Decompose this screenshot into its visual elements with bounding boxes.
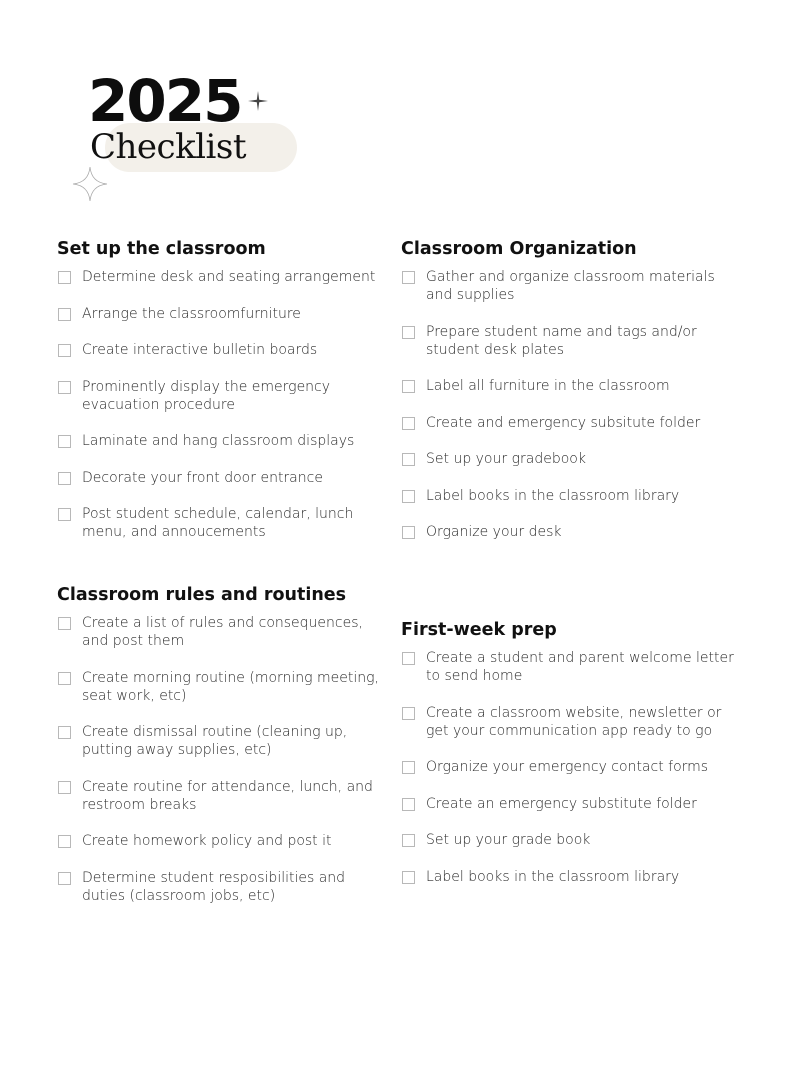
checkbox[interactable]: [58, 672, 71, 685]
checklist-item[interactable]: [401, 414, 731, 432]
item-label: Create routine for attendance, lunch, and restroom breaks: [82, 778, 373, 813]
checkbox[interactable]: [58, 781, 71, 794]
checkbox[interactable]: [58, 508, 71, 521]
checkbox[interactable]: [402, 798, 415, 811]
checkbox[interactable]: [402, 707, 415, 720]
item-label: Create interactive bulletin boards: [82, 342, 318, 358]
checklist-item[interactable]: [401, 450, 731, 468]
item-label: Laminate and hang classroom displays: [82, 433, 355, 449]
checkbox[interactable]: [402, 652, 415, 665]
checklist-item[interactable]: [57, 614, 387, 650]
checklist-header: [0, 0, 785, 220]
checkbox[interactable]: [402, 417, 415, 430]
sparkle-small-icon: [248, 91, 268, 111]
page-subtitle: Checklist: [90, 127, 247, 167]
checklist-item[interactable]: [57, 268, 387, 286]
section-title: Set up the classroom: [57, 239, 266, 259]
item-label: Arrange the classroomfurniture: [82, 305, 301, 322]
checklist-item[interactable]: [401, 649, 736, 685]
checkbox[interactable]: [58, 617, 71, 630]
item-label: Label all furniture in the classroom: [426, 378, 670, 394]
item-label: Create dismissal routine (cleaning up, putting away supplies, etc): [82, 724, 348, 758]
checkbox[interactable]: [58, 308, 71, 321]
checklist-item[interactable]: [57, 869, 387, 905]
checkbox[interactable]: [402, 871, 415, 884]
item-label: Label books in the classroom library: [426, 868, 680, 885]
checklist-item[interactable]: [57, 723, 387, 759]
checkbox[interactable]: [402, 271, 415, 284]
checkbox[interactable]: [402, 761, 415, 774]
checklist-item[interactable]: [57, 778, 387, 814]
checkbox[interactable]: [58, 381, 71, 394]
checkbox[interactable]: [402, 834, 415, 847]
checkbox[interactable]: [58, 872, 71, 885]
checklist-item[interactable]: [57, 832, 387, 850]
checkbox[interactable]: [402, 526, 415, 539]
item-label: Create a list of rules and consequences, and post them: [82, 615, 363, 649]
checklist-item[interactable]: [401, 795, 736, 813]
checklist-item[interactable]: [401, 377, 731, 395]
checkbox[interactable]: [402, 326, 415, 339]
item-label: Create a classroom website, newsletter or get your communication app ready to go: [426, 704, 722, 739]
checklist-item[interactable]: [401, 758, 736, 776]
checklist-item[interactable]: [57, 505, 387, 541]
item-label: Create a student and parent welcome letter to send home: [426, 650, 734, 684]
section-set-up-classroom: [57, 238, 387, 560]
checkbox[interactable]: [402, 380, 415, 393]
checklist-item[interactable]: [57, 669, 387, 705]
section-first-week-prep: [401, 619, 736, 904]
checkbox[interactable]: [402, 453, 415, 466]
item-label: Decorate your front door entrance: [82, 469, 323, 486]
section-title: Classroom Organization: [401, 239, 637, 259]
checklist-item[interactable]: [57, 378, 387, 414]
item-label: Set up your grade book: [426, 832, 591, 848]
item-label: Label books in the classroom library: [426, 487, 680, 504]
item-label: Create homework policy and post it: [82, 833, 332, 849]
item-label: Determine student resposibilities and duties (classroom jobs, etc): [82, 869, 346, 904]
section-classroom-organization: [401, 238, 731, 560]
page-title-year: 2025: [88, 67, 242, 135]
checklist-item[interactable]: [57, 305, 387, 323]
item-label: Organize your emergency contact forms: [426, 759, 709, 775]
checklist-item[interactable]: [401, 323, 731, 359]
item-label: Prepare student name and tags and/or student desk plates: [426, 323, 697, 358]
item-label: Create an emergency substitute folder: [426, 795, 697, 812]
item-label: Set up your gradebook: [426, 451, 586, 467]
checkbox[interactable]: [58, 835, 71, 848]
checklist-item[interactable]: [401, 487, 731, 505]
checklist-item[interactable]: [401, 831, 736, 849]
sparkle-large-icon: [72, 166, 108, 202]
checklist-item[interactable]: [401, 868, 736, 886]
checkbox[interactable]: [58, 271, 71, 284]
checklist-item[interactable]: [57, 341, 387, 359]
checkbox[interactable]: [58, 435, 71, 448]
item-label: Create morning routine (morning meeting, seat work, etc): [82, 669, 380, 704]
item-label: Determine desk and seating arrangement: [82, 269, 376, 285]
checkbox[interactable]: [58, 344, 71, 357]
checklist-item[interactable]: [57, 432, 387, 450]
item-label: Prominently display the emergency evacuation procedure: [82, 378, 331, 413]
checkbox[interactable]: [402, 490, 415, 503]
checklist-item[interactable]: [57, 469, 387, 487]
checklist-item[interactable]: [401, 268, 731, 304]
item-label: Create and emergency subsitute folder: [426, 414, 701, 431]
checklist-item[interactable]: [401, 704, 736, 740]
section-title: First-week prep: [401, 620, 557, 640]
section-title: Classroom rules and routines: [57, 585, 347, 605]
checklist-item[interactable]: [401, 523, 731, 541]
item-label: Gather and organize classroom materials and supplies: [426, 269, 715, 303]
section-rules-and-routines: [57, 584, 387, 923]
item-label: Organize your desk: [426, 524, 562, 540]
checkbox[interactable]: [58, 726, 71, 739]
checkbox[interactable]: [58, 472, 71, 485]
item-label: Post student schedule, calendar, lunch menu, and annoucements: [82, 506, 354, 540]
